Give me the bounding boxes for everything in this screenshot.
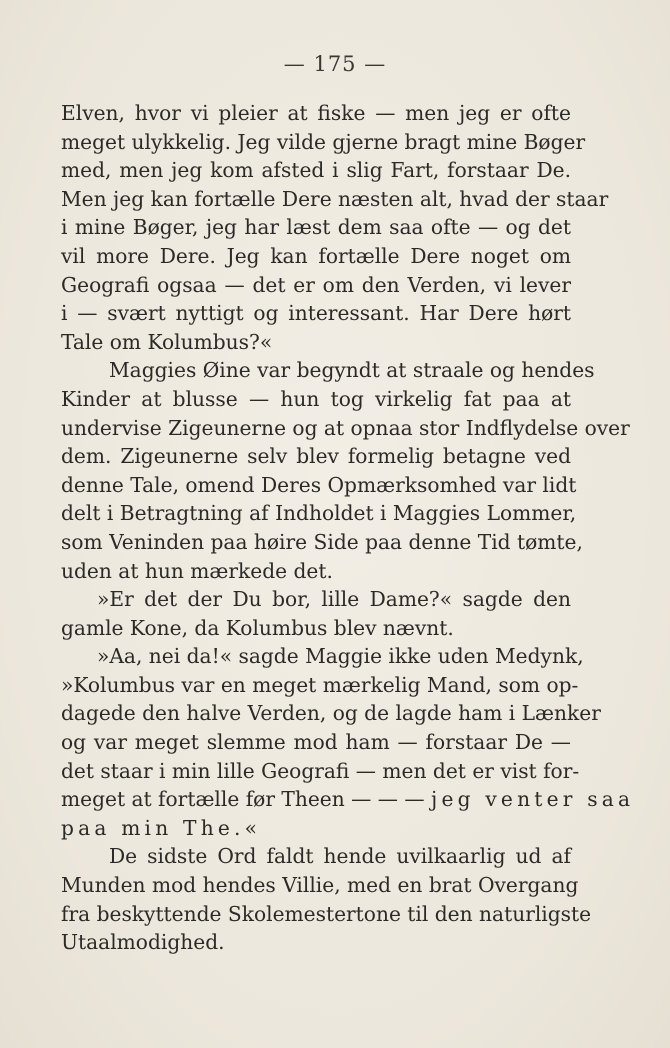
text-line: dagede den halve Verden, og de lagde ham i Lænker [61, 701, 601, 726]
body-text [61, 99, 635, 957]
text-line: delt i Betragtning af Indholdet i Maggies Lommer, [61, 501, 577, 526]
text-line: Kinder at blusse — hun tog virkelig fat paa at [61, 386, 571, 411]
text-line [61, 785, 635, 814]
text-line: gamle Kone, da Kolumbus blev nævnt. [61, 615, 454, 640]
text-line: meget ulykkelig. Jeg vilde gjerne bragt mine Bøger [61, 129, 586, 154]
spaced-text-segment: jeg venter saa [430, 787, 635, 812]
text-line: Elven, hvor vi pleier at fiske — men jeg er ofte [61, 101, 571, 125]
text-line: paa min The.« [61, 815, 262, 840]
text-line: fra beskyttende Skolemestertone til den naturligste [61, 901, 592, 926]
text-line: uden at hun mærkede det. [61, 558, 333, 583]
text-line: og var meget slemme mod ham — forstaar De — [61, 730, 571, 755]
text-line: Munden mod hendes Villie, med en brat Overgang [61, 873, 579, 898]
text-line: Men jeg kan fortælle Dere næsten alt, hvad der staar [61, 186, 609, 211]
text-line: De sidste Ord faldt hende uvilkaarlig ud af [109, 844, 571, 869]
text-line: »Kolumbus var en meget mærkelig Mand, som op- [61, 672, 579, 697]
text-line: undervise Zigeunerne og at opnaa stor Indflydelse over [61, 415, 630, 440]
text-line: »Er det der Du bor, lille Dame?« sagde den [97, 587, 571, 612]
text-line: Utaalmodighed. [61, 930, 225, 955]
text-line: Maggies Øine var begyndt at straale og hendes [109, 358, 595, 383]
page-number: — 175 — [283, 52, 387, 76]
text-line: det staar i min lille Geografi — men det er vist for- [61, 758, 580, 783]
text-line: i — svært nyttigt og interessant. Har Dere hørt [61, 301, 571, 326]
text-line: denne Tale, omend Deres Opmærksomhed var lidt [61, 472, 577, 497]
text-line: med, men jeg kom afsted i slig Fart, forstaar De. [61, 158, 571, 183]
text-line: vil more Dere. Jeg kan fortælle Dere noget om [61, 243, 571, 268]
text-line: som Veninden paa høire Side paa denne Tid tømte, [61, 529, 583, 554]
text-line: Geografi ogsaa — det er om den Verden, vi lever [61, 272, 571, 297]
text-segment: meget at fortælle før Theen — — — [61, 787, 431, 812]
text-line: i mine Bøger, jeg har læst dem saa ofte — og det [61, 215, 571, 240]
text-line: dem. Zigeunerne selv blev formelig betagne ved [61, 444, 571, 469]
text-line: »Aa, nei da!« sagde Maggie ikke uden Medynk, [97, 644, 584, 669]
text-line: Tale om Kolumbus?« [61, 329, 273, 354]
